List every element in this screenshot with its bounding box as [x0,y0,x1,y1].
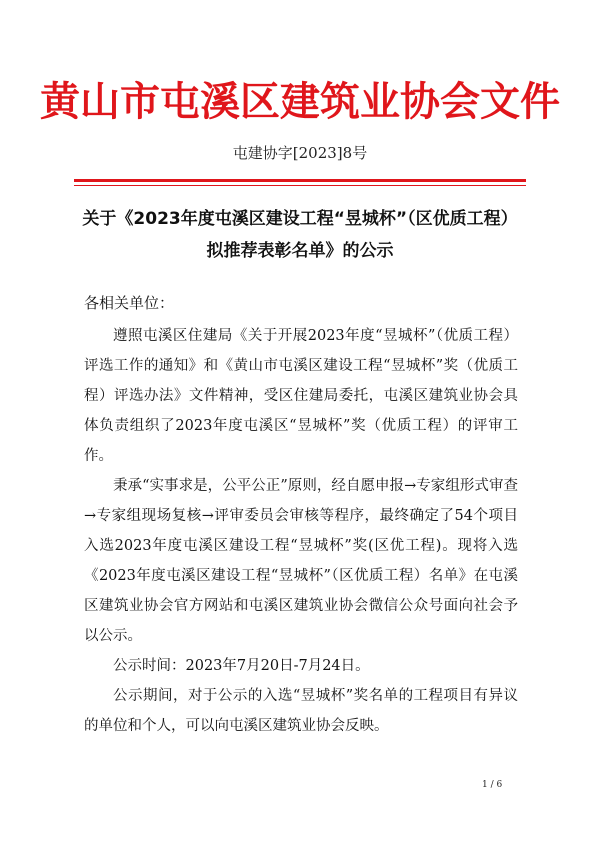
red-rule-thin [74,185,526,186]
notice-title: 关于《2023年度屯溪区建设工程“昱城杯”（区优质工程）拟推荐表彰名单》的公示 [82,209,518,261]
paragraph: 公示期间，对于公示的入选“昱城杯”奖名单的工程项目有异议的单位和个人，可以向屯溪区建筑业协会反映。 [84,688,518,734]
salutation: 各相关单位： [84,294,175,312]
masthead-title: 黄山市屯溪区建筑业协会文件 [40,79,560,125]
document-number: 屯建协字[2023]8号 [232,144,368,162]
paragraph: 公示时间：2023年7月20日-7月24日。 [113,658,370,674]
body-text [84,321,518,741]
paragraph: 遵照屯溪区住建局《关于开展2023年度“昱城杯”（优质工程）评选工作的通知》和《黄山市屯溪区建设工程“昱城杯”奖（优质工程）评选办法》文件精神，受区住建局委托，屯溪区建筑业协会具体负责组织了2023年度屯溪区“昱城杯”奖（优质工程）的评审工作。 [84,328,518,464]
red-rule-thick [74,179,526,182]
paragraph: 秉承“实事求是，公平公正”原则，经自愿申报→专家组形式审查→专家组现场复核→评审委员会审核等程序，最终确定了54个项目入选2023年度屯溪区建设工程“昱城杯”奖(区优工程)。现将入选《2023年度屯溪区建设工程“昱城杯”（区优质工程）名单》在屯溪区建筑业协会官方网站和屯溪区建筑业协会微信公众号面向社会予以公示。 [84,478,518,644]
page-number: 1 / 6 [482,780,503,790]
